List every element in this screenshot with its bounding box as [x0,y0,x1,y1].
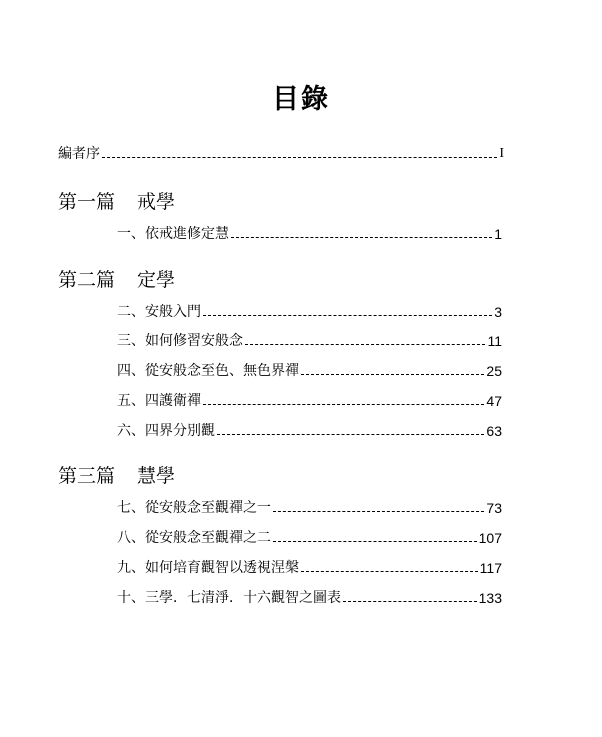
toc-entry-label: 三、如何修習安般念 [117,333,243,349]
toc-entry-label: 七、從安般念至觀禪之一 [117,500,271,516]
toc-entry-label: 六、四界分別觀 [117,423,215,439]
dot-leader [102,157,497,158]
part-name: 慧學 [137,465,176,487]
part-heading-1 [58,193,175,212]
toc-entry[interactable] [117,559,502,577]
toc-entry[interactable] [117,589,502,607]
dot-leader [273,541,477,542]
toc-entry[interactable] [117,225,502,243]
toc-entry-label: 一、依戒進修定慧 [117,226,229,242]
toc-entry[interactable] [117,362,502,380]
toc-entry-page: 63 [486,423,502,439]
toc-entry-page: 47 [486,393,502,409]
toc-entry-page: I [499,146,504,161]
toc-entry[interactable] [117,392,502,410]
toc-entry[interactable] [117,529,502,547]
dot-leader [301,374,484,375]
part-name: 戒學 [137,191,176,213]
toc-entry[interactable] [117,499,502,517]
dot-leader [245,344,485,345]
part-heading-2 [58,271,175,290]
dot-leader [203,315,492,316]
dot-leader [217,434,484,435]
toc-entry[interactable] [117,422,502,440]
dot-leader [231,237,492,238]
toc-entry-page: 117 [479,560,502,576]
toc-entry[interactable] [117,332,502,350]
toc-entry-label: 四、從安般念至色、無色界禪 [117,363,299,379]
toc-entry-page: 73 [486,500,502,516]
toc-entry-page: 133 [478,590,502,606]
toc-entry-page: 1 [494,226,502,242]
toc-entry-label: 十、三學．七清淨．十六觀智之圖表 [117,590,341,606]
toc-entry[interactable] [117,303,502,321]
toc-entry-label: 五、四護衛禪 [117,393,201,409]
toc-entry-page: 11 [487,333,502,349]
toc-entry-label: 編者序 [58,146,100,162]
part-heading-3 [58,467,175,486]
dot-leader [343,601,477,602]
toc-entry-preface[interactable] [58,145,504,163]
toc-entry-page: 107 [478,530,502,546]
toc-entry-page: 3 [494,304,502,320]
part-name: 定學 [137,269,176,291]
toc-entry-label: 九、如何培育觀智以透視涅槃 [117,560,299,576]
part-number: 第一篇 [58,191,116,213]
part-number: 第二篇 [58,269,116,291]
dot-leader [301,571,478,572]
page-title: 目錄 [272,84,330,115]
toc-entry-page: 25 [486,363,502,379]
dot-leader [273,511,484,512]
toc-entry-label: 八、從安般念至觀禪之二 [117,530,271,546]
toc-entry-label: 二、安般入門 [117,304,201,320]
part-number: 第三篇 [58,465,116,487]
dot-leader [203,404,484,405]
